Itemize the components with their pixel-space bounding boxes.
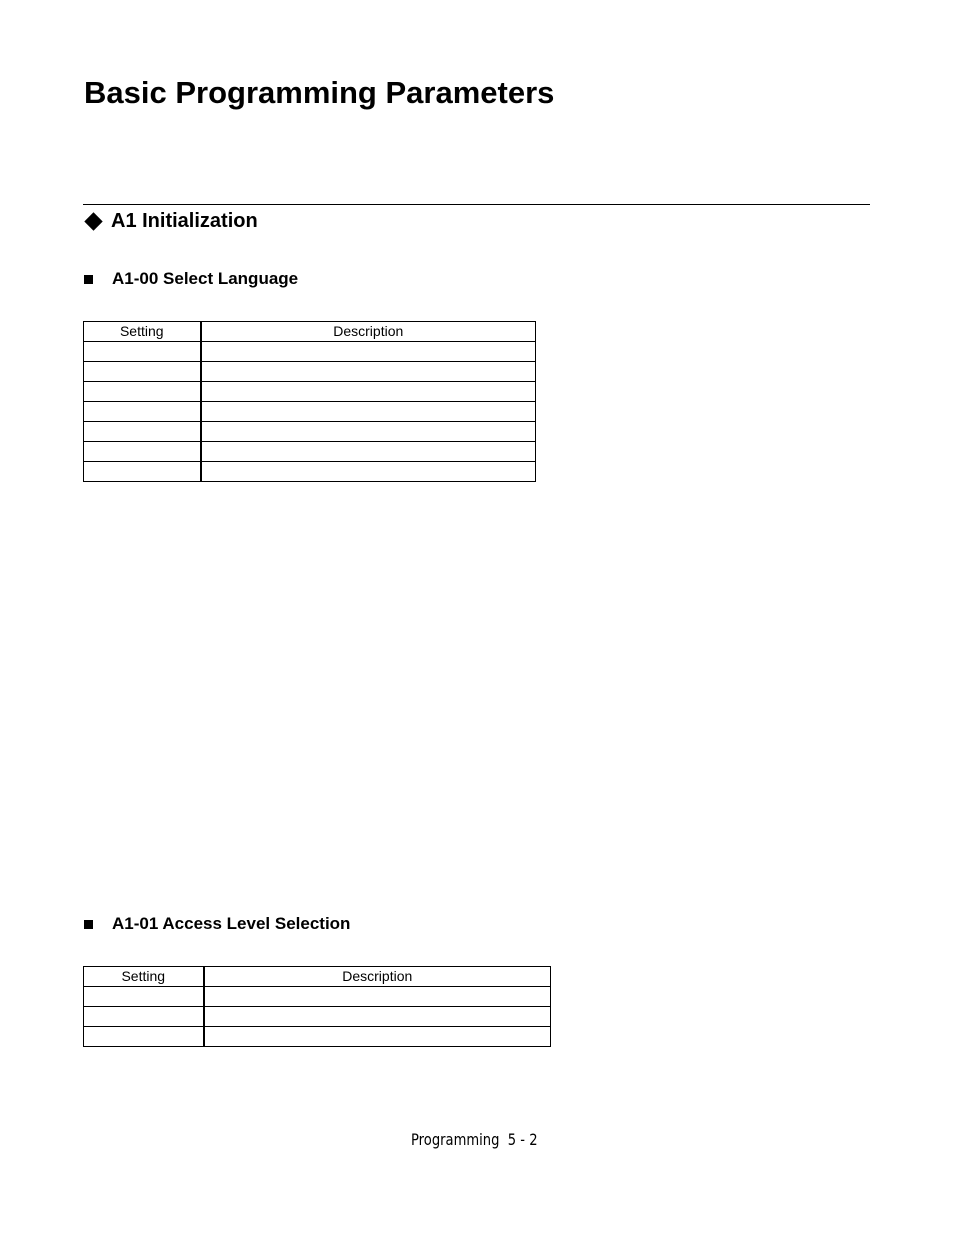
setting-cell <box>84 442 201 462</box>
description-cell <box>204 987 551 1007</box>
square-bullet-icon <box>84 920 93 929</box>
setting-cell <box>84 462 201 482</box>
square-bullet-icon <box>84 275 93 284</box>
section-heading-text: A1 Initialization <box>111 210 258 232</box>
column-header-setting: Setting <box>84 967 204 987</box>
table-header-row <box>84 967 551 987</box>
column-header-description: Description <box>201 322 536 342</box>
table-row <box>84 987 551 1007</box>
access-level-table <box>83 966 551 1047</box>
table-header-row <box>84 322 536 342</box>
setting-cell <box>84 342 201 362</box>
description-cell <box>201 382 536 402</box>
table-row <box>84 462 536 482</box>
access-param-heading <box>84 913 350 935</box>
setting-cell <box>84 362 201 382</box>
table-row <box>84 1007 551 1027</box>
table-row <box>84 442 536 462</box>
description-cell <box>204 1027 551 1047</box>
description-cell <box>201 402 536 422</box>
table-row <box>84 422 536 442</box>
column-header-setting: Setting <box>84 322 201 342</box>
language-param-heading <box>84 268 298 290</box>
setting-cell <box>84 1007 204 1027</box>
table-row <box>84 342 536 362</box>
setting-cell <box>84 402 201 422</box>
language-settings-table <box>83 321 536 482</box>
table-row <box>84 382 536 402</box>
page-title: Basic Programming Parameters <box>84 75 555 110</box>
table-row <box>84 1027 551 1047</box>
setting-cell <box>84 987 204 1007</box>
access-param-heading-text: A1-01 Access Level Selection <box>112 914 351 933</box>
description-cell <box>201 442 536 462</box>
setting-cell <box>84 422 201 442</box>
language-param-heading-text: A1-00 Select Language <box>112 269 299 288</box>
description-cell <box>204 1007 551 1027</box>
description-cell <box>201 342 536 362</box>
description-cell <box>201 362 536 382</box>
diamond-bullet-icon <box>84 212 102 230</box>
description-cell <box>201 462 536 482</box>
page-footer: Programming 5 - 2 <box>411 1130 538 1149</box>
table-row <box>84 402 536 422</box>
section-heading <box>84 208 258 234</box>
setting-cell <box>84 382 201 402</box>
section-divider <box>83 204 870 205</box>
setting-cell <box>84 1027 204 1047</box>
description-cell <box>201 422 536 442</box>
table-row <box>84 362 536 382</box>
column-header-description: Description <box>204 967 551 987</box>
